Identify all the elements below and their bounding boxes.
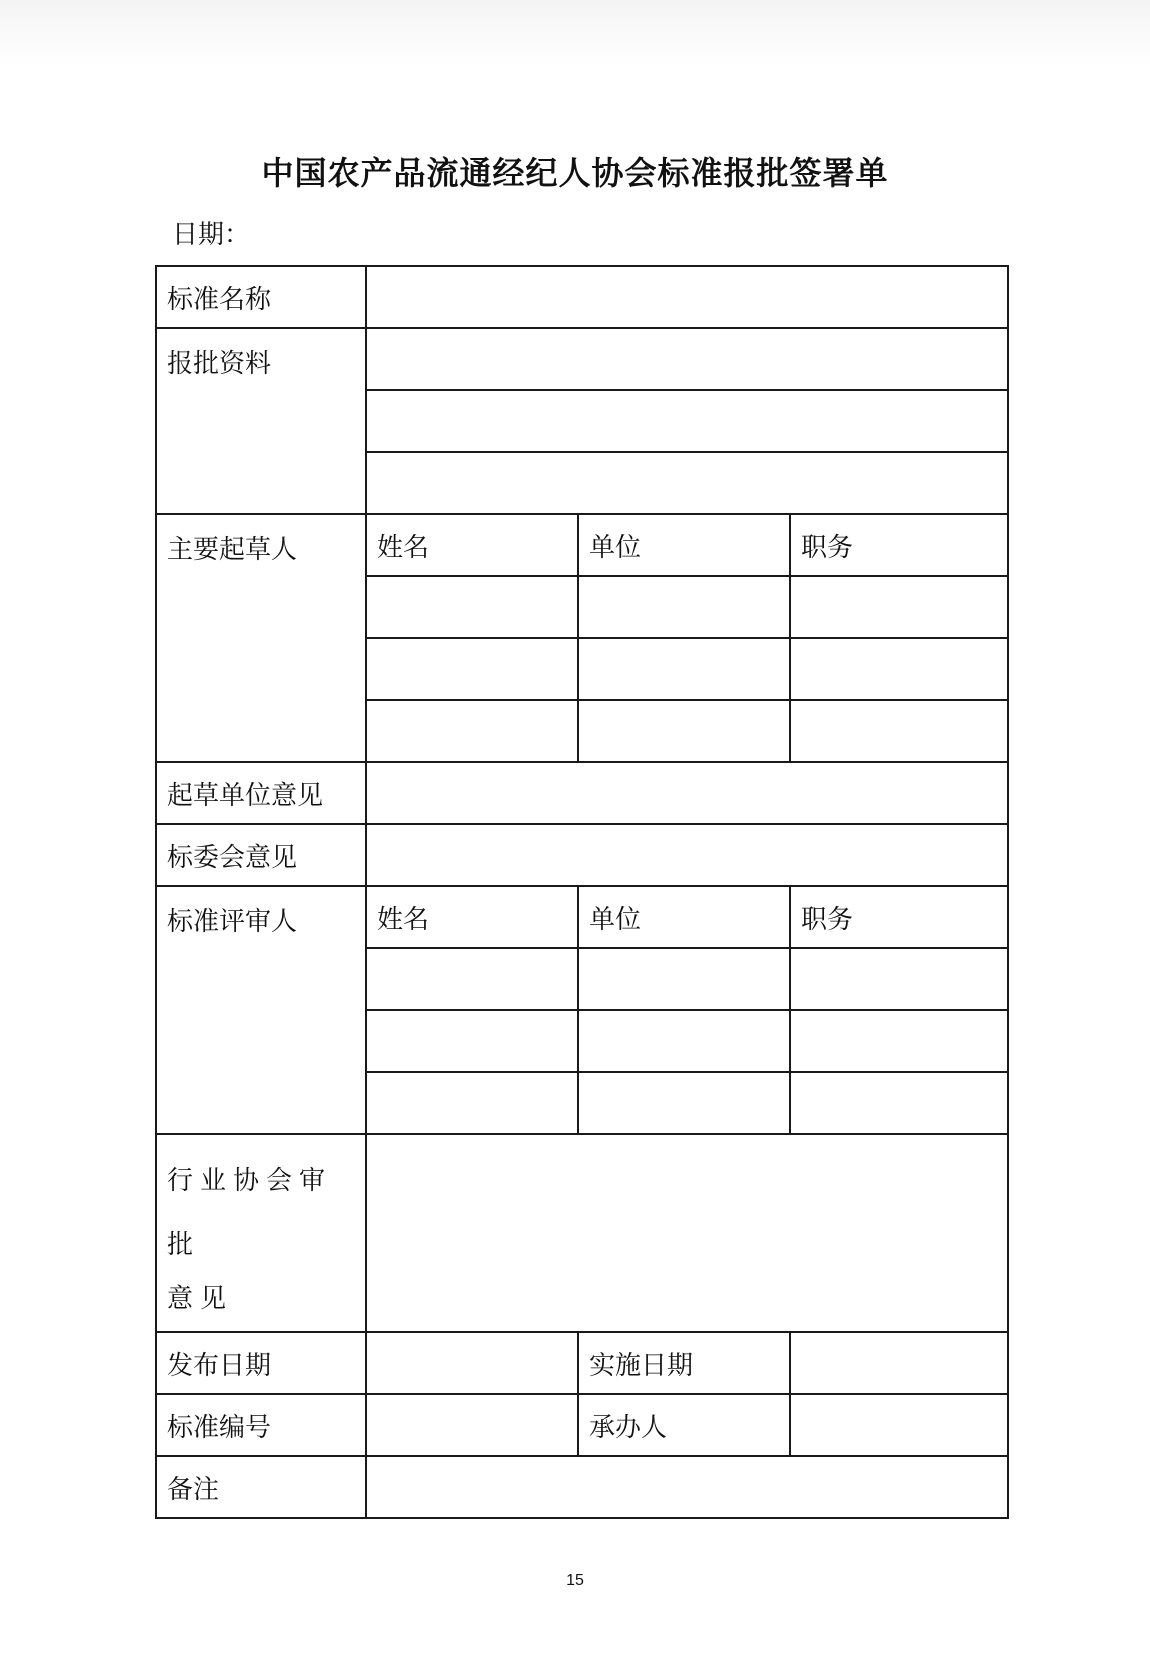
- field-drafter-position[interactable]: [790, 638, 1008, 700]
- field-drafter-name[interactable]: [366, 638, 578, 700]
- field-drafting-unit-opinion[interactable]: [366, 762, 1008, 824]
- label-implementation-date: 实施日期: [578, 1332, 790, 1394]
- header-reviewer-unit: 单位: [578, 886, 790, 948]
- field-reviewer-unit[interactable]: [578, 1072, 790, 1134]
- field-association-approval[interactable]: [366, 1134, 1008, 1332]
- field-reviewer-unit[interactable]: [578, 948, 790, 1010]
- row-submission-materials: [156, 328, 1008, 390]
- label-association-approval-line2: 意见: [167, 1284, 234, 1314]
- row-number-handler: [156, 1394, 1008, 1456]
- row-drafting-unit-opinion: [156, 762, 1008, 824]
- field-drafter-unit[interactable]: [578, 700, 790, 762]
- label-drafting-unit-opinion: 起草单位意见: [156, 762, 366, 824]
- header-reviewer-name: 姓名: [366, 886, 578, 948]
- field-reviewer-unit[interactable]: [578, 1010, 790, 1072]
- header-drafter-position: 职务: [790, 514, 1008, 576]
- row-reviewers-header: [156, 886, 1008, 948]
- header-drafter-unit: 单位: [578, 514, 790, 576]
- form-title: 中国农产品流通经纪人协会标准报批签署单: [261, 154, 889, 192]
- field-submission-materials-3[interactable]: [366, 452, 1008, 514]
- field-drafter-name[interactable]: [366, 700, 578, 762]
- field-reviewer-name[interactable]: [366, 1072, 578, 1134]
- label-standard-name: 标准名称: [156, 266, 366, 328]
- label-main-drafters: 主要起草人: [156, 514, 366, 762]
- approval-form-table: [155, 265, 1009, 1519]
- label-standard-number: 标准编号: [156, 1394, 366, 1456]
- field-remarks[interactable]: [366, 1456, 1008, 1518]
- label-remarks: 备注: [156, 1456, 366, 1518]
- row-association-approval: [156, 1134, 1008, 1332]
- field-drafter-position[interactable]: [790, 700, 1008, 762]
- field-release-date[interactable]: [366, 1332, 578, 1394]
- field-implementation-date[interactable]: [790, 1332, 1008, 1394]
- row-remarks: [156, 1456, 1008, 1518]
- label-association-approval: [156, 1134, 366, 1332]
- field-reviewer-position[interactable]: [790, 948, 1008, 1010]
- field-submission-materials-2[interactable]: [366, 390, 1008, 452]
- field-submission-materials-1[interactable]: [366, 328, 1008, 390]
- row-dates: [156, 1332, 1008, 1394]
- label-submission-materials: 报批资料: [156, 328, 366, 514]
- label-association-approval-line1: 行业协会审批: [167, 1166, 333, 1260]
- field-handler[interactable]: [790, 1394, 1008, 1456]
- header-reviewer-position: 职务: [790, 886, 1008, 948]
- row-main-drafters-header: [156, 514, 1008, 576]
- header-drafter-name: 姓名: [366, 514, 578, 576]
- label-handler: 承办人: [578, 1394, 790, 1456]
- field-reviewer-name[interactable]: [366, 1010, 578, 1072]
- field-standard-number[interactable]: [366, 1394, 578, 1456]
- label-release-date: 发布日期: [156, 1332, 366, 1394]
- label-committee-opinion: 标委会意见: [156, 824, 366, 886]
- field-standard-name[interactable]: [366, 266, 1008, 328]
- page-number: 15: [566, 1572, 584, 1589]
- row-standard-name: [156, 266, 1008, 328]
- field-drafter-unit[interactable]: [578, 576, 790, 638]
- field-committee-opinion[interactable]: [366, 824, 1008, 886]
- label-reviewers: 标准评审人: [156, 886, 366, 1134]
- field-reviewer-position[interactable]: [790, 1072, 1008, 1134]
- field-drafter-unit[interactable]: [578, 638, 790, 700]
- field-drafter-position[interactable]: [790, 576, 1008, 638]
- field-drafter-name[interactable]: [366, 576, 578, 638]
- field-reviewer-name[interactable]: [366, 948, 578, 1010]
- row-committee-opinion: [156, 824, 1008, 886]
- date-label: 日期：: [172, 220, 251, 250]
- field-reviewer-position[interactable]: [790, 1010, 1008, 1072]
